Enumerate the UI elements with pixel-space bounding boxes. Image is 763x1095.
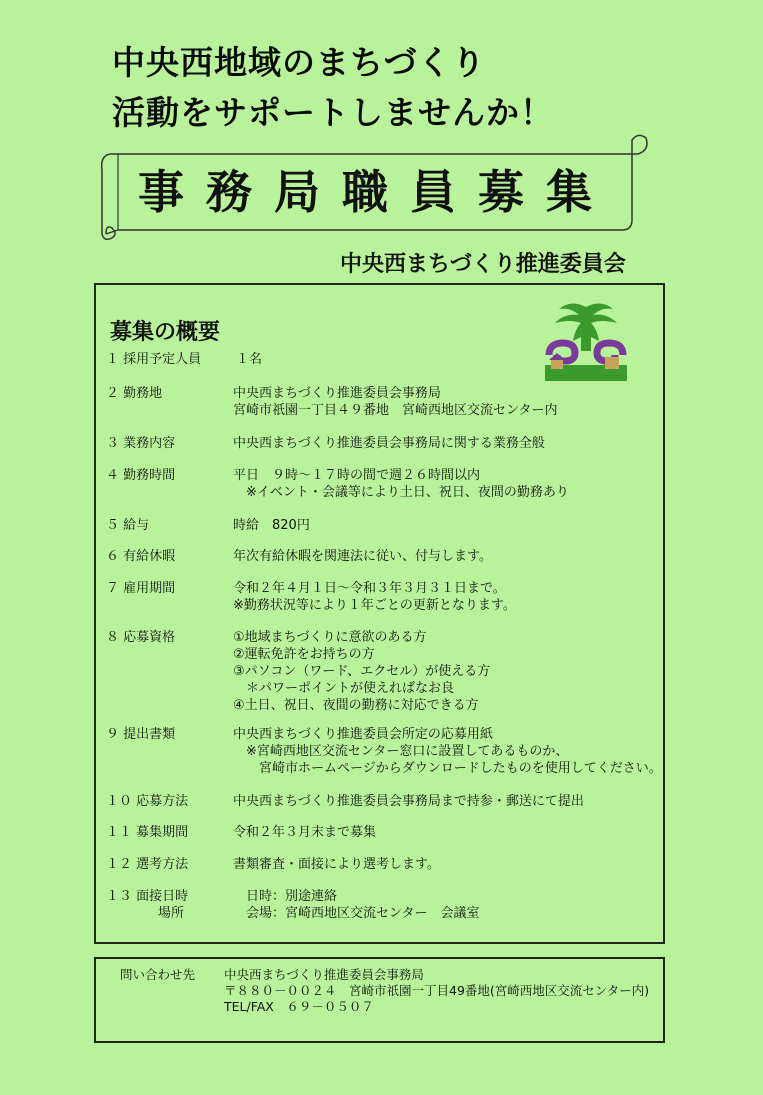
overview-box [94, 283, 665, 944]
title-banner [98, 130, 654, 242]
organization-name: 中央西まちづくり推進委員会 [340, 252, 626, 277]
item-label: ９ 提出書類 [106, 727, 176, 742]
item-label-line: 場所 [106, 906, 185, 921]
item-value: 日時：別途連絡 [233, 889, 338, 904]
item-label: ５ 給与 [106, 518, 150, 533]
item-label: １０ 応募方法 [106, 794, 189, 809]
item-label: ２ 勤務地 [106, 386, 163, 401]
contact-phone: TEL/FAX ６９－０５０７ [224, 999, 374, 1014]
item-value: 令和２年４月１日～令和３年３月３１日まで。 [233, 581, 506, 596]
item-label-line: １３ 面接日時 [106, 889, 189, 904]
item-label: ４ 勤務時間 [106, 468, 176, 483]
banner-title: 事務局職員募集 [138, 165, 614, 219]
item-value: 中央西まちづくり推進委員会事務局に関する業務全般 [233, 436, 545, 451]
headline-line-2: 活動をサポートしませんか！ [112, 93, 554, 132]
item-value: ※イベント・会議等により土日、祝日、夜間の勤務あり [233, 485, 569, 500]
contact-office: 中央西まちづくり推進委員会事務局 [224, 967, 424, 982]
item-value: 令和２年３月末まで募集 [233, 825, 377, 840]
item-value: ③パソコン（ワード、エクセル）が使える方 [233, 664, 491, 679]
item-value: ＊パワーポイントが使えればなお良 [233, 681, 455, 696]
item-value: 宮崎市ホームページからダウンロードしたものを使用してください。 [233, 761, 662, 776]
contact-address: 〒８８０－００２４ 宮崎市祇園一丁目49番地(宮崎西地区交流センター内) [224, 983, 650, 998]
item-value: 中央西まちづくり推進委員会所定の応募用紙 [233, 727, 493, 742]
item-value: ①地域まちづくりに意欲のある方 [233, 630, 427, 645]
item-value: ※勤務状況等により１年ごとの更新となります。 [233, 598, 516, 613]
item-value: ※宮崎西地区交流センター窓口に設置してあるものか、 [233, 744, 569, 759]
item-value: 中央西まちづくり推進委員会事務局まで持参・郵送にて提出 [233, 794, 584, 809]
item-value: ②運転免許をお持ちの方 [233, 647, 375, 662]
item-label: ３ 業務内容 [106, 436, 176, 451]
item-value: 書類審査・面接により選考します。 [233, 857, 440, 872]
item-label: １２ 選考方法 [106, 857, 189, 872]
overview-title: 募集の概要 [110, 320, 221, 345]
item-value: 年次有給休暇を関連法に従い、付与します。 [233, 549, 492, 564]
item-label: ７ 雇用期間 [106, 581, 176, 596]
contact-label: 問い合わせ先 [120, 967, 196, 982]
item-label: １ 採用予定人員 [106, 352, 202, 367]
contact-box [94, 957, 665, 1043]
item-value: 会場：宮崎西地区交流センター 会議室 [233, 906, 480, 921]
item-label: ６ 有給休暇 [106, 549, 176, 564]
item-value: 宮崎市祇園一丁目４９番地 宮崎西地区交流センター内 [233, 403, 558, 418]
item-value: 中央西まちづくり推進委員会事務局 [233, 386, 441, 401]
item-value: １名 [236, 352, 263, 367]
headline [112, 38, 554, 138]
item-value: 時給 820円 [233, 518, 310, 533]
item-value: ④土日、祝日、夜間の勤務に対応できる方 [233, 698, 479, 713]
organization-logo [541, 299, 631, 385]
item-label: ８ 応募資格 [106, 630, 176, 645]
item-value: 平日 ９時～１７時の間で週２６時間以内 [233, 468, 481, 483]
item-label [106, 888, 188, 922]
headline-line-1: 中央西地域のまちづくり [112, 43, 486, 82]
item-label: １１ 募集期間 [106, 825, 189, 840]
